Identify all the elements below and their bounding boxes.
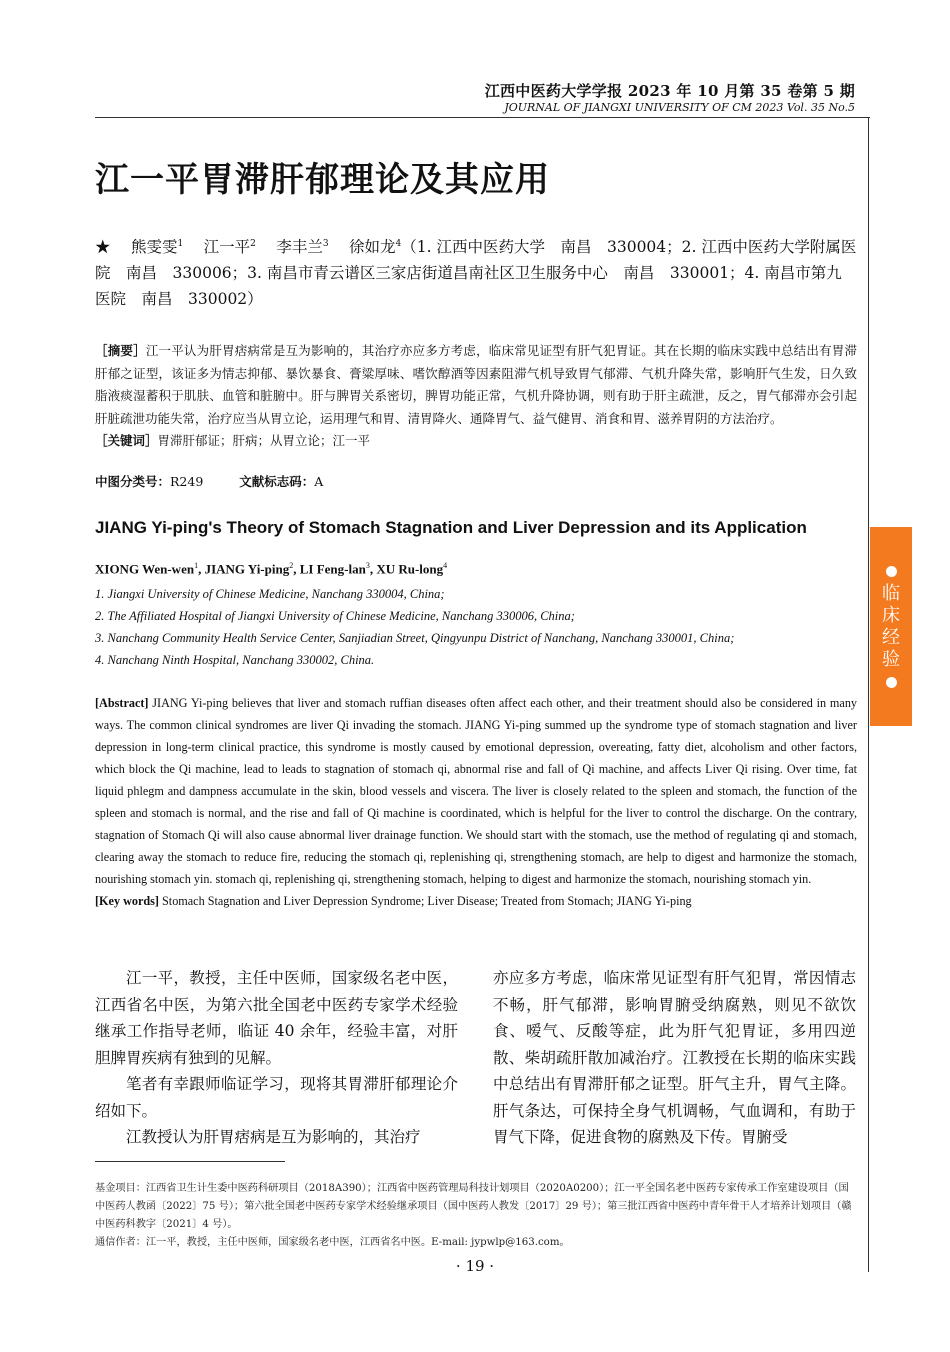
author-sup: 1 [177, 239, 184, 249]
side-tab-char: 临 [882, 582, 900, 604]
en-author-sup: 1 [194, 561, 199, 570]
page-number: · 19 · [455, 1257, 495, 1275]
margin-rule [868, 117, 869, 1272]
abstract-cn [95, 340, 857, 452]
en-author-sup: 4 [443, 561, 448, 570]
body-column-left [95, 965, 458, 1151]
star-icon: ★ [95, 238, 111, 257]
funding-note: 基金项目：江西省卫生计生委中医药科研项目（2018A390）；江西省中医药管理局科技计划项目（2020A0200）；江一平全国名老中医药专家传承工作室建设项目（国中医药人教函〔2022〕75 号）；第六批全国老中医药专家学术经验继承项目（国中医药人教发〔2017〕29 号）；第三批江西省中医药中青年骨干人才培养计划项目（赣中医药科教字〔2021〕4 号）。 [95, 1183, 852, 1230]
en-author-name: JIANG Yi-ping [204, 561, 290, 577]
bullet-dot-icon [886, 566, 897, 577]
author-name: 熊雯雯 [130, 238, 178, 257]
journal-header-en: JOURNAL OF JIANGXI UNIVERSITY OF CM 2023 Vol. 35 No.5 [504, 101, 855, 114]
header-divider [95, 117, 870, 118]
keywords-label: ［关键词］ [95, 433, 158, 448]
en-author-sup: 2 [289, 561, 294, 570]
body-paragraph: 亦应多方考虑，临床常见证型有肝气犯胃，常因情志不畅，肝气郁滞，影响胃腑受纳腐熟，则见不欲饮食、嗳气、反酸等症，此为肝气犯胃证，多用四逆散、柴胡疏肝散加减治疗。江教授在长期的临床实践中总结出有胃滞肝郁之证型。肝气主升，胃气主降。肝气条达，可保持全身气机调畅，气血调和，有助于胃气下降，促进食物的腐熟及下传。胃腑受 [493, 969, 856, 1146]
contact-note: 通信作者：江一平，教授，主任中医师，国家级名老中医，江西省名中医。E-mail: jypwlp@163.com。 [95, 1237, 570, 1248]
body-paragraph: 江一平，教授，主任中医师，国家级名老中医，江西省名中医，为第六批全国老中医药专家学术经验继承工作指导老师，临证 40 余年，经验丰富，对肝胆脾胃疾病有独到的见解。 [95, 969, 458, 1067]
en-keywords-text: Stomach Stagnation and Liver Depression Syndrome; Liver Disease; Treated from Stomach; JIANG Yi-ping [162, 894, 692, 908]
side-tab-char: 床 [882, 604, 900, 626]
author-name: 徐如龙 [349, 238, 396, 257]
author-block [95, 231, 857, 312]
author-affiliations: （1. 江西中医药大学 南昌 330004；2. 江西中医药大学附属医院 南昌 330006；3. 南昌市青云谱区三家店街道昌南社区卫生服务中心 南昌 330001；4. 南昌市第九医院 南昌 330002） [95, 238, 857, 309]
keywords-text: 胃滞肝郁证；肝病；从胃立论；江一平 [157, 433, 371, 448]
side-tab-char: 经 [882, 626, 900, 648]
english-affiliations [95, 583, 860, 671]
side-tab-char: 验 [882, 648, 900, 670]
author-name: 李丰兰 [276, 238, 323, 257]
footnote-divider [95, 1161, 285, 1162]
affiliation-line: 3. Nanchang Community Health Service Center, Sanjiadian Street, Qingyunpu District of Nanchang, Nanchang 330001, China; [95, 631, 735, 645]
en-keywords-label: [Key words] [95, 894, 159, 908]
english-title: JIANG Yi-ping's Theory of Stomach Stagnation and Liver Depression and its Application [95, 518, 807, 537]
en-author-name: LI Feng-lan [299, 561, 366, 577]
body-column-right [493, 965, 856, 1151]
en-abstract-text: JIANG Yi-ping believes that liver and stomach ruffian diseases often affect each other, and their treatment should also be considered in many ways. The common clinical syndromes are liver Qi invading the stomach. JIANG Yi-ping summed up the syndrome type of stomach stagnation and liver depression in long-term clinical practice, this syndrome is mostly caused by emotional depression, overeating, fatty diet, alcoholism and other factors, which block the Qi machine, lead to leads to stagnation of stomach qi, abnormal rise and fall of Qi machine, and affects Liver Qi rising. Over time, fat liquid phlegm and dampness accumulate in the skin, blood vessels and viscera. The liver is closely related to the spleen and stomach, the function of the spleen and stomach is normal, and the rise and fall of Qi machine is coordinated, which is helpful for the liver to control the discharge. On the contrary, stagnation of Stomach Qi will also cause abnormal liver drainage function. We should start with the stomach, use the method of regulating qi and stomach, clearing away the stomach to reduce fire, reducing the stomach qi, replenishing qi, strengthening stomach, are help to digest and harmonize the stomach, nourishing stomach yin. stomach qi, replenishing qi, strengthening stomach, helping to digest and harmonize the stomach, nourishing stomach yin. [95, 696, 858, 886]
en-author-name: XU Ru-long [376, 561, 444, 577]
abstract-text: 江一平认为肝胃痞病常是互为影响的，其治疗亦应多方考虑，临床常见证型有肝气犯胃证。其在长期的临床实践中总结出有胃滞肝郁之证型，该证多为情志抑郁、暴饮暴食、膏粱厚味、嗜饮醇酒等因素阻滞气机导致胃气郁滞、气机升降失常，影响肝气生发，日久致脂液痰湿蓄积于肌肤、血管和脏腑中。肝与脾胃关系密切，脾胃功能正常，气机升降协调，则有助于肝主疏泄，反之，胃气郁滞亦会引起肝脏疏泄功能失常，治疗应当从胃立论，运用理气和胃、清胃降火、通降胃气、益气健胃、消食和胃、滋养胃阴的方法治疗。 [95, 343, 857, 426]
en-author-name: XIONG Wen-wen [95, 561, 195, 577]
doc-value: A [314, 474, 324, 489]
affiliation-line: 4. Nanchang Ninth Hospital, Nanchang 330002, China. [95, 653, 375, 667]
journal-header-cn: 江西中医药大学学报 2023 年 10 月第 35 卷第 5 期 [484, 82, 855, 100]
article-title: 江一平胃滞肝郁理论及其应用 [95, 160, 550, 200]
abstract-en [95, 692, 857, 912]
author-sup: 4 [395, 239, 402, 249]
affiliation-line: 2. The Affiliated Hospital of Jiangxi University of Chinese Medicine, Nanchang 330006, China; [95, 609, 575, 623]
class-value: R249 [170, 474, 204, 489]
english-authors: XIONG Wen-wen$^1$, JIANG Yi-ping$^2$, LI Feng-lan$^3$, XU Ru-long$^4$ [95, 561, 448, 577]
footnotes [95, 1180, 857, 1252]
body-paragraph: 笔者有幸跟师临证学习，现将其胃滞肝郁理论介绍如下。 [95, 1075, 458, 1120]
class-label: 中图分类号： [95, 474, 171, 489]
classification-line [95, 472, 323, 490]
author-name: 江一平 [203, 238, 251, 257]
bullet-dot-icon [886, 677, 897, 688]
abstract-label: ［摘要］ [95, 343, 146, 358]
doc-label: 文献标志码： [239, 474, 315, 489]
body-paragraph: 江教授认为肝胃痞病是互为影响的，其治疗 [126, 1128, 421, 1146]
author-sup: 2 [250, 239, 256, 249]
affiliation-line: 1. Jiangxi University of Chinese Medicine, Nanchang 330004, China; [95, 587, 445, 601]
author-sup: 3 [322, 239, 329, 249]
section-side-tab [870, 527, 912, 726]
en-abstract-label: [Abstract] [95, 696, 149, 710]
en-author-sup: 3 [365, 561, 370, 570]
